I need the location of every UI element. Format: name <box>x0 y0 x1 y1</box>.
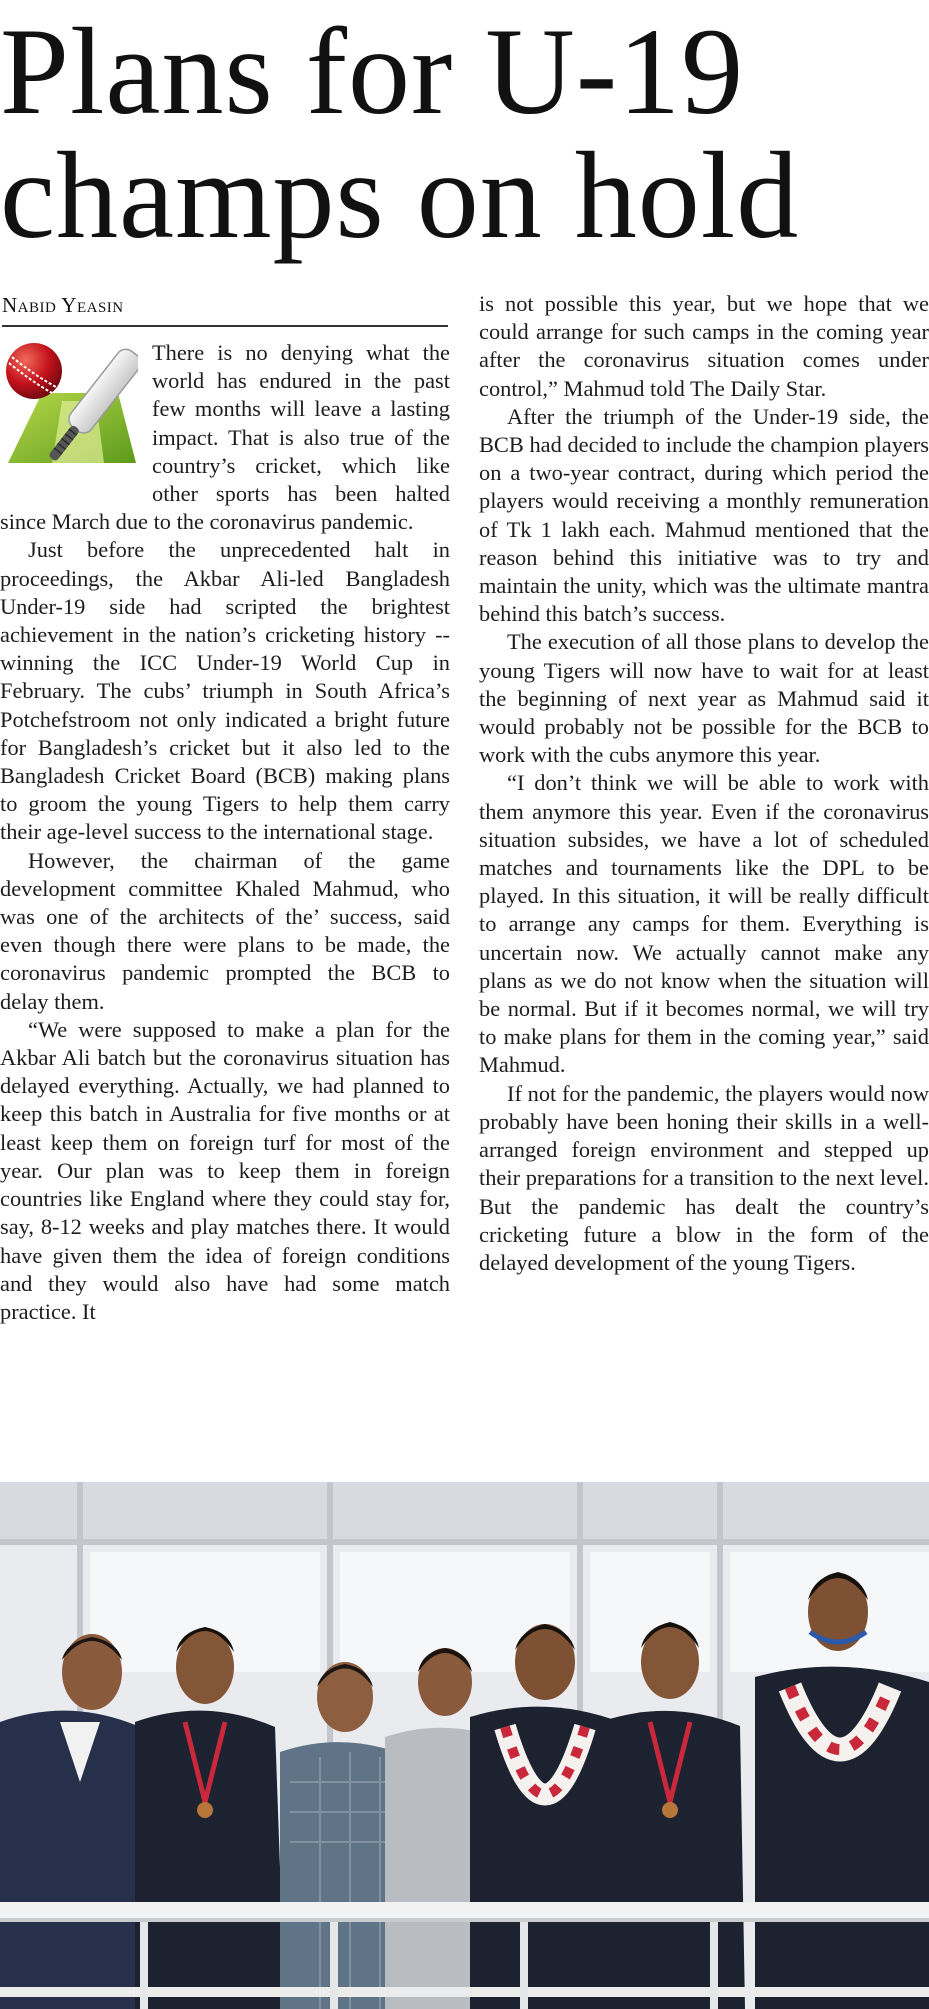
paragraph: There is no denying what the world has endured in the past few months will leave a lasting impact. That is also true of the country’s cricket, which like other sports has been halted since March due to the coronavirus pandemic. <box>0 340 450 535</box>
headline <box>0 3 929 264</box>
paragraph: After the triumph of the Under-19 side, the BCB had decided to include the champion players on a two-year contract, during which period the players would receiving a monthly remuneration of Tk 1 lakh each. Mahmud mentioned that the reason behind this initiative was to try and maintain the unity, which was the ultimate mantra behind this batch’s success. <box>479 403 929 627</box>
headline-line-2: champs on hold <box>0 127 800 264</box>
byline: Nabid Yeasin <box>2 293 448 327</box>
paragraph: However, the chairman of the game development committee Khaled Mahmud, who was one of the architects of the’ success, said even though there were plans to be made, the coronavirus pandemic prompted the BCB to delay them. <box>0 847 450 1014</box>
paragraph: Just before the unprecedented halt in proceedings, the Akbar Ali-led Bangladesh Under-19 side had scripted the brightest achievement in the nation’s cricketing history -- winning the ICC Under-19 World Cup in February. The cubs’ triumph in South Africa’s Potchefstroom not only indicated a bright future for Bangladesh’s cricket but it also led to the Bangladesh Cricket Board (BCB) making plans to groom the young Tigers to help them carry their age-level success to the international stage. <box>0 537 450 845</box>
team-photo <box>0 1482 929 2009</box>
paragraph: is not possible this year, but we hope that we could arrange for such camps in the coming year after the coronavirus situation comes under control,” Mahmud told The Daily Star. <box>479 291 929 401</box>
paragraph: The execution of all those plans to develop the young Tigers will now have to wait for at least the beginning of next year as Mahmud said it would probably not be possible for the BCB to work with the cubs anymore this year. <box>479 629 929 768</box>
article-column-1 <box>0 339 450 1326</box>
article-column-2 <box>479 290 929 1277</box>
team-photo-illustration <box>0 1482 929 2009</box>
cricket-ball-bat-icon <box>0 341 138 481</box>
paragraph: “We were supposed to make a plan for the Akbar Ali batch but the coronavirus situation has delayed everything. Actually, we had planned to keep this batch in Australia for five months or at least keep them on foreign turf for most of the year. Our plan was to keep them in foreign countries like England where they could stay for, say, 8-12 weeks and play matches there. It would have given them the idea of foreign conditions and they would also have had some match practice. It <box>0 1016 450 1324</box>
paragraph: “I don’t think we will be able to work with them anymore this year. Even if the coronavirus situation subsides, we have a lot of scheduled matches and tournaments like the DPL to be played. In this situation, it will be really difficult to arrange any camps for them. Everything is uncertain now. We actually cannot make any plans as we do not know when the situation will be normal. But if it becomes normal, we will try to make plans for them in the coming year,” said Mahmud. <box>479 770 929 1078</box>
paragraph: If not for the pandemic, the players would now probably have been honing their skills in a well-arranged foreign environment and stepped up their preparations for a transition to the next level. But the pandemic has dealt the country’s cricketing future a blow in the form of the delayed development of the young Tigers. <box>479 1080 929 1275</box>
headline-line-1: Plans for U-19 <box>0 3 745 140</box>
